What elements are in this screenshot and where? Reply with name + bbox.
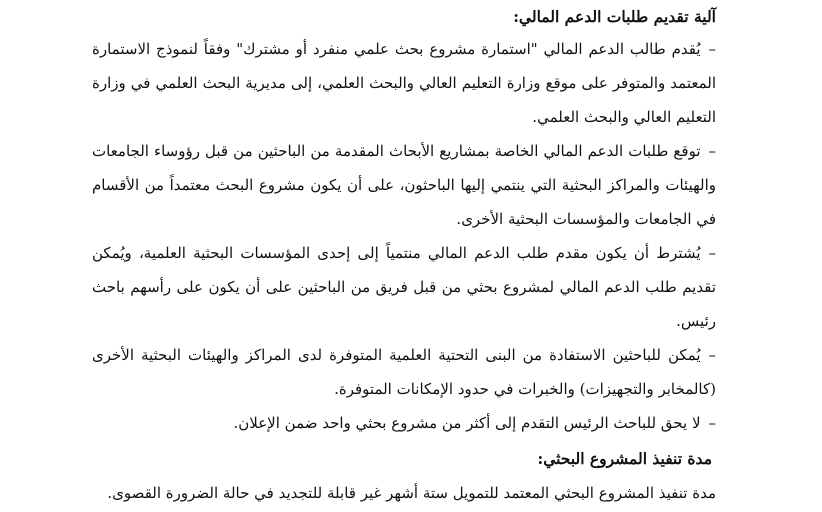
dash-marker: –	[708, 142, 716, 160]
list-item-text: يُشترط أن يكون مقدم طلب الدعم المالي منتمياً إلى إحدى المؤسسات البحثية العلمية، ويُمكن تقديم طلب الدعم المالي لمشروع بحثي من قبل فريق من الباحثين على أن يكون على رأسهم باحث رئيس.	[92, 244, 716, 330]
dash-marker: –	[708, 346, 716, 364]
list-item-text: توقع طلبات الدعم المالي الخاصة بمشاريع الأبحاث المقدمة من الباحثين من قبل رؤوساء الجامعات والهيئات والمراكز البحثية التي ينتمي إليها الباحثون، على أن يكون مشروع البحث معتمداً من الأقسام في الجامعات والمؤسسات البحثية الأخرى.	[92, 142, 716, 228]
list-item-text: يُمكن للباحثين الاستفادة من البنى التحتية العلمية المتوفرة لدى المراكز والهيئات البحثية الأخرى (كالمخابر والتجهيزات) والخبرات في حدود الإمكانات المتوفرة.	[92, 346, 716, 398]
list-item-signatures	[92, 134, 722, 236]
list-item-text: لا يحق للباحث الرئيس التقدم إلى أكثر من مشروع بحثي واحد ضمن الإعلان.	[233, 414, 701, 432]
list-item-single-project	[92, 406, 722, 440]
section-heading-funding-mechanism: آلية تقديم طلبات الدعم المالي:	[513, 7, 716, 26]
dash-marker: –	[708, 40, 716, 58]
project-duration-text: مدة تنفيذ المشروع البحثي المعتمد للتمويل ستة أشهر غير قابلة للتجديد في حالة الضرورة القصوى.	[107, 484, 716, 502]
list-item-eligibility	[92, 236, 722, 338]
dash-marker: –	[708, 244, 716, 262]
document-body	[92, 4, 722, 508]
section-heading-project-duration: مدة تنفيذ المشروع البحثي:	[537, 449, 712, 468]
list-item-infrastructure	[92, 338, 722, 406]
dash-marker: –	[708, 414, 716, 432]
list-item-submission	[92, 32, 722, 134]
list-item-text: يُقدم طالب الدعم المالي "استمارة مشروع بحث علمي منفرد أو مشترك" وفقاً لنموذج الاستمارة المعتمد والمتوفر على موقع وزارة التعليم العالي والبحث العلمي، إلى مديرية البحث العلمي في وزارة التعليم العالي والبحث العلمي.	[92, 40, 716, 126]
